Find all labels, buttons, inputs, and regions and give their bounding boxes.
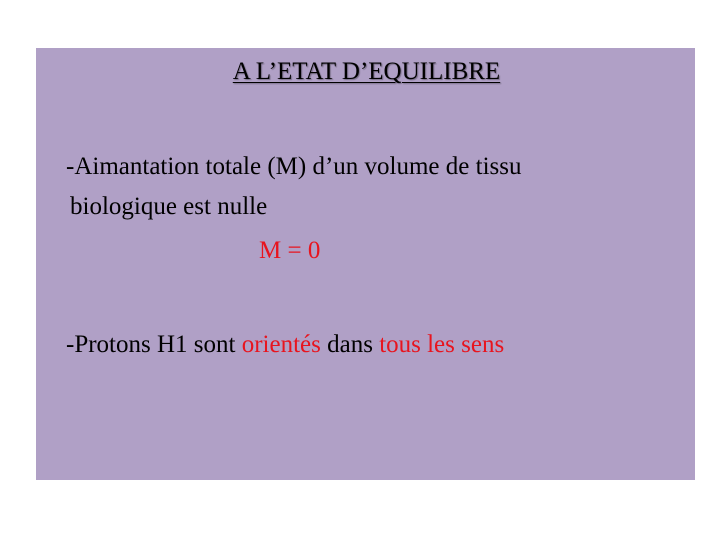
equation-m-zero: M = 0 <box>259 237 321 264</box>
protons-highlight-orientes: orientés <box>241 331 321 358</box>
protons-text-part1: -Protons H1 sont <box>66 331 242 358</box>
slide-title <box>36 58 695 86</box>
protons-text-part2: dans <box>320 331 380 358</box>
text-line-protons <box>66 332 504 357</box>
slide-title-text: A L’ETAT D’EQUILIBRE <box>232 58 501 85</box>
text-line-biologique: biologique est nulle <box>70 193 268 220</box>
text-line-aimantation: -Aimantation totale (M) d’un volume de tissu <box>66 153 522 180</box>
slide-panel <box>36 48 695 480</box>
protons-highlight-sens: tous les sens <box>379 331 505 358</box>
